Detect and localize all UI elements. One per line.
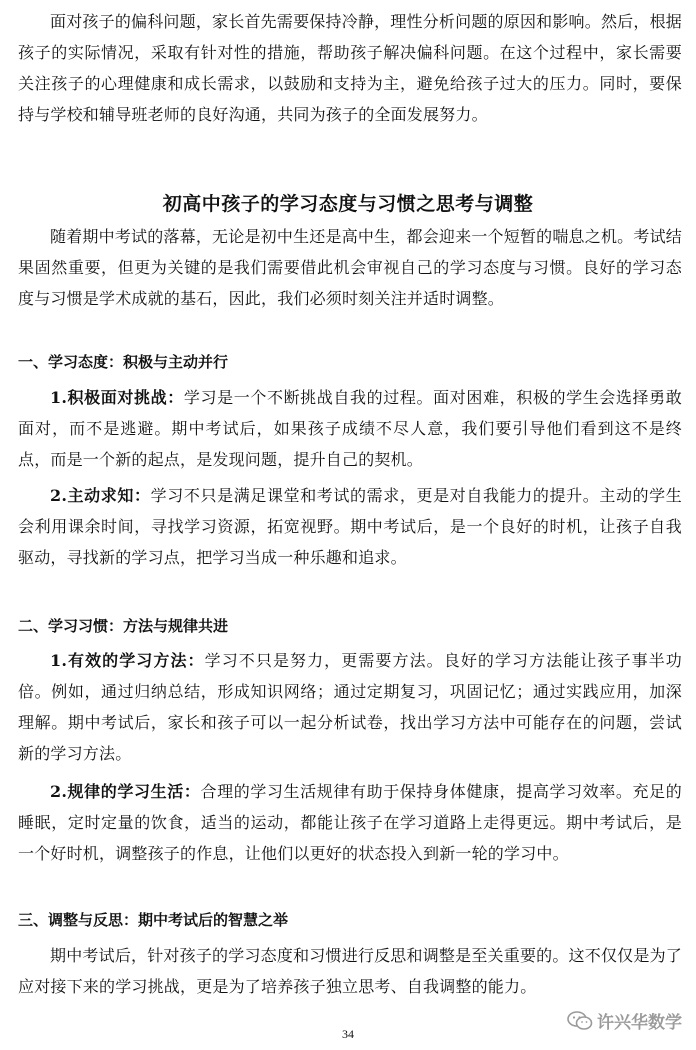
item-lead: 2.主动求知： (50, 486, 151, 505)
section-heading-attitude: 一、学习态度：积极与主动并行 (18, 353, 229, 371)
section1-item-1 (18, 382, 682, 475)
article-title: 初高中孩子的学习态度与习惯之思考与调整 (162, 193, 534, 215)
item-text: 学习不只是满足课堂和考试的需求，更是对自我能力的提升。主动的学生会利用课余时间，寻找学习资源，拓宽视野。期中考试后，是一个良好的时机，让孩子自我驱动，寻找新的学习点，把学习当成一种乐趣和追求。 (18, 486, 682, 567)
item-lead: 2.规律的学习生活： (50, 782, 201, 801)
item-text: 学习不只是努力，更需要方法。良好的学习方法能让孩子事半功倍。例如，通过归纳总结，形成知识网络；通过定期复习，巩固记忆；通过实践应用，加深理解。期中考试后，家长和孩子可以一起分析试卷，找出学习方法中可能存在的问题，尝试新的学习方法。 (18, 651, 682, 763)
section-heading-reflection: 三、调整与反思：期中考试后的智慧之举 (18, 911, 289, 929)
watermark (567, 1008, 682, 1033)
section3-paragraph: 期中考试后，针对孩子的学习态度和习惯进行反思和调整是至关重要的。这不仅仅是为了应对接下来的学习挑战，更是为了培养孩子独立思考、自我调整的能力。 (18, 946, 682, 996)
item-lead: 1.有效的学习方法： (50, 651, 205, 670)
item-text: 学习是一个不断挑战自我的过程。面对困难，积极的学生会选择勇敢面对，而不是逃避。期中考试后，如果孩子成绩不尽人意，我们要引导他们看到这不是终点，而是一个新的起点，是发现问题，提升自己的契机。 (18, 388, 682, 469)
item-text: 合理的学习生活规律有助于保持身体健康，提高学习效率。充足的睡眠，定时定量的饮食，适当的运动，都能让孩子在学习道路上走得更远。期中考试后，是一个好时机，调整孩子的作息，让他们以更好的状态投入到新一轮的学习中。 (18, 782, 682, 863)
item-lead: 1.积极面对挑战： (50, 388, 184, 407)
wechat-icon (567, 1010, 593, 1032)
article-intro-paragraph: 随着期中考试的落幕，无论是初中生还是高中生，都会迎来一个短暂的喘息之机。考试结果固然重要，但更为关键的是我们需要借此机会审视自己的学习态度与习惯。良好的学习态度与习惯是学术成就的基石，因此，我们必须时刻关注并适时调整。 (18, 227, 682, 308)
watermark-text: 许兴华数学 (597, 1013, 682, 1033)
intro-paragraph: 面对孩子的偏科问题，家长首先需要保持冷静，理性分析问题的原因和影响。然后，根据孩子的实际情况，采取有针对性的措施，帮助孩子解决偏科问题。在这个过程中，家长需要关注孩子的心理健康和成长需求，以鼓励和支持为主，避免给孩子过大的压力。同时，要保持与学校和辅导班老师的良好沟通，共同为孩子的全面发展努力。 (18, 12, 682, 124)
section2-item-1 (18, 645, 682, 769)
section2-item-2 (18, 776, 682, 869)
page-number: 34 (342, 1027, 354, 1041)
section1-item-2 (18, 480, 682, 573)
section-heading-habits: 二、学习习惯：方法与规律共进 (18, 617, 229, 635)
